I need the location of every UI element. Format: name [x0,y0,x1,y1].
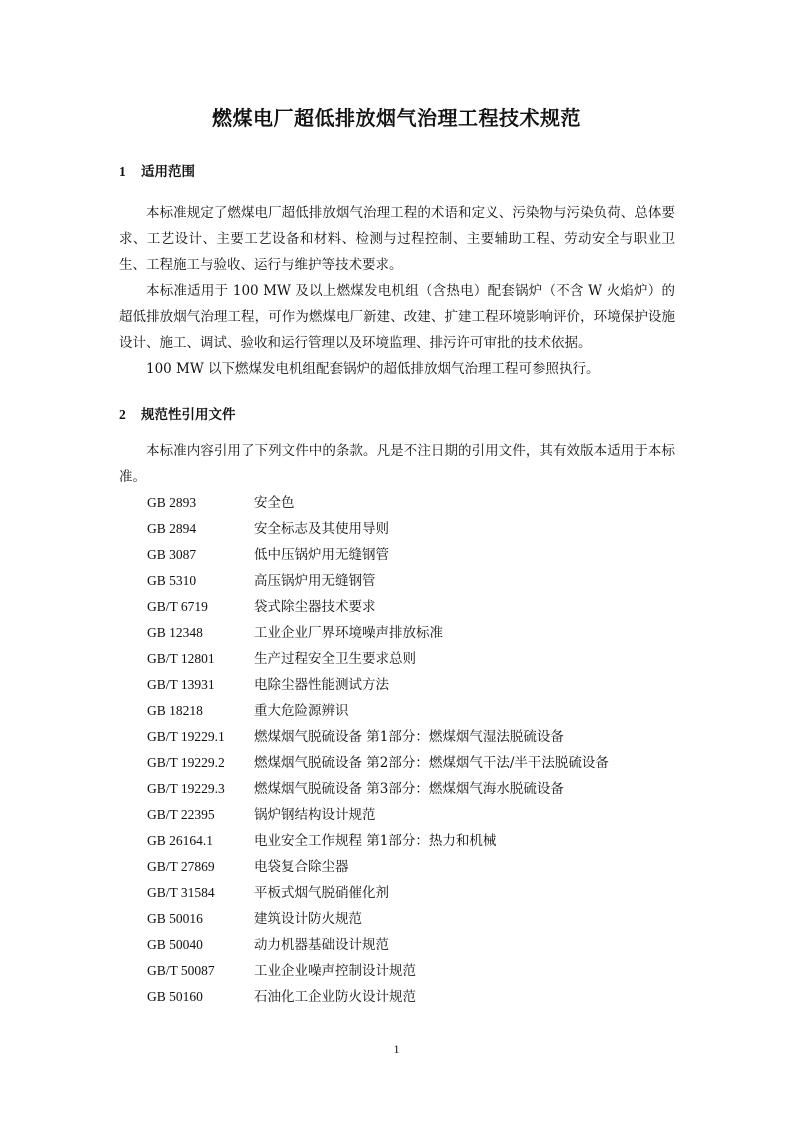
reference-code: GB 18218 [147,703,203,718]
reference-row [147,490,667,516]
reference-name: 电除尘器性能测试方法 [254,677,389,693]
page-number: 1 [393,1042,400,1056]
reference-code: GB/T 31584 [147,885,215,900]
reference-row [147,984,667,1010]
reference-name: 低中压锅炉用无缝钢管 [254,547,389,563]
reference-row [147,646,667,672]
reference-name: 安全标志及其使用导则 [254,521,389,537]
section-heading-1 [119,160,195,180]
reference-name: 电业安全工作规程 第1部分：热力和机械 [254,833,497,849]
reference-name: 动力机器基础设计规范 [254,937,389,953]
reference-name: 燃煤烟气脱硫设备 第2部分：燃煤烟气干法/半干法脱硫设备 [254,755,609,771]
paragraph: 100 MW 以下燃煤发电机组配套锅炉的超低排放烟气治理工程可参照执行。 [146,361,600,377]
reference-row [147,594,667,620]
reference-code: GB 2894 [147,521,197,536]
reference-row [147,906,667,932]
reference-name: 安全色 [254,495,295,511]
reference-row [147,568,667,594]
reference-code: GB/T 19229.1 [147,729,225,744]
reference-name: 燃煤烟气脱硫设备 第1部分：燃煤烟气湿法脱硫设备 [254,729,564,745]
reference-name: 电袋复合除尘器 [254,859,349,875]
reference-name: 锅炉钢结构设计规范 [254,807,376,823]
reference-row [147,620,667,646]
section-number: 2 [119,407,126,422]
reference-name: 平板式烟气脱硝催化剂 [254,885,389,901]
reference-code: GB/T 12801 [147,651,215,666]
reference-code: GB/T 19229.3 [147,781,225,796]
reference-name: 高压锅炉用无缝钢管 [254,573,376,589]
reference-row [147,802,667,828]
paragraph: 本标准适用于 100 MW 及以上燃煤发电机组（含热电）配套锅炉（不含 W 火焰炉）的超低排放烟气治理工程，可作为燃煤电厂新建、改建、扩建工程环境影响评价，环境保护设施设计、施工、调试、验收和运行管理以及环境监理、排污许可审批的技术依据。 [119,283,675,351]
document-title: 燃煤电厂超低排放烟气治理工程技术规范 [212,106,581,130]
reference-code: GB 5310 [147,573,197,588]
reference-code: GB 12348 [147,625,203,640]
section-title: 适用范围 [141,164,195,180]
reference-code: GB/T 27869 [147,859,215,874]
reference-code: GB 3087 [147,547,197,562]
reference-row [147,516,667,542]
reference-row [147,724,667,750]
reference-code: GB 50040 [147,937,203,952]
section-heading-2 [119,403,236,423]
reference-row [147,542,667,568]
paragraph: 本标准内容引用了下列文件中的条款。凡是不注日期的引用文件，其有效版本适用于本标准。 [119,443,675,485]
reference-name: 石油化工企业防火设计规范 [254,989,416,1005]
reference-code: GB 2893 [147,495,197,510]
reference-code: GB 50016 [147,911,203,926]
reference-row [147,776,667,802]
reference-code: GB 26164.1 [147,833,214,848]
reference-list [147,490,667,1010]
reference-row [147,932,667,958]
reference-code: GB/T 22395 [147,807,215,822]
reference-row [147,672,667,698]
reference-code: GB/T 13931 [147,677,215,692]
reference-row [147,828,667,854]
reference-name: 工业企业厂界环境噪声排放标准 [254,625,443,641]
reference-row [147,880,667,906]
reference-row [147,750,667,776]
reference-code: GB/T 19229.2 [147,755,225,770]
reference-name: 建筑设计防火规范 [254,911,362,927]
paragraph: 本标准规定了燃煤电厂超低排放烟气治理工程的术语和定义、污染物与污染负荷、总体要求、工艺设计、主要工艺设备和材料、检测与过程控制、主要辅助工程、劳动安全与职业卫生、工程施工与验收、运行与维护等技术要求。 [119,205,675,273]
reference-name: 袋式除尘器技术要求 [254,599,376,615]
reference-row [147,958,667,984]
reference-name: 工业企业噪声控制设计规范 [254,963,416,979]
reference-name: 燃煤烟气脱硫设备 第3部分：燃煤烟气海水脱硫设备 [254,781,564,797]
reference-code: GB/T 6719 [147,599,208,614]
reference-code: GB/T 50087 [147,963,215,978]
reference-name: 重大危险源辨识 [254,703,349,719]
section-number: 1 [119,164,126,179]
section-title: 规范性引用文件 [141,407,236,423]
reference-row [147,854,667,880]
reference-name: 生产过程安全卫生要求总则 [254,651,416,667]
reference-code: GB 50160 [147,989,203,1004]
reference-row [147,698,667,724]
